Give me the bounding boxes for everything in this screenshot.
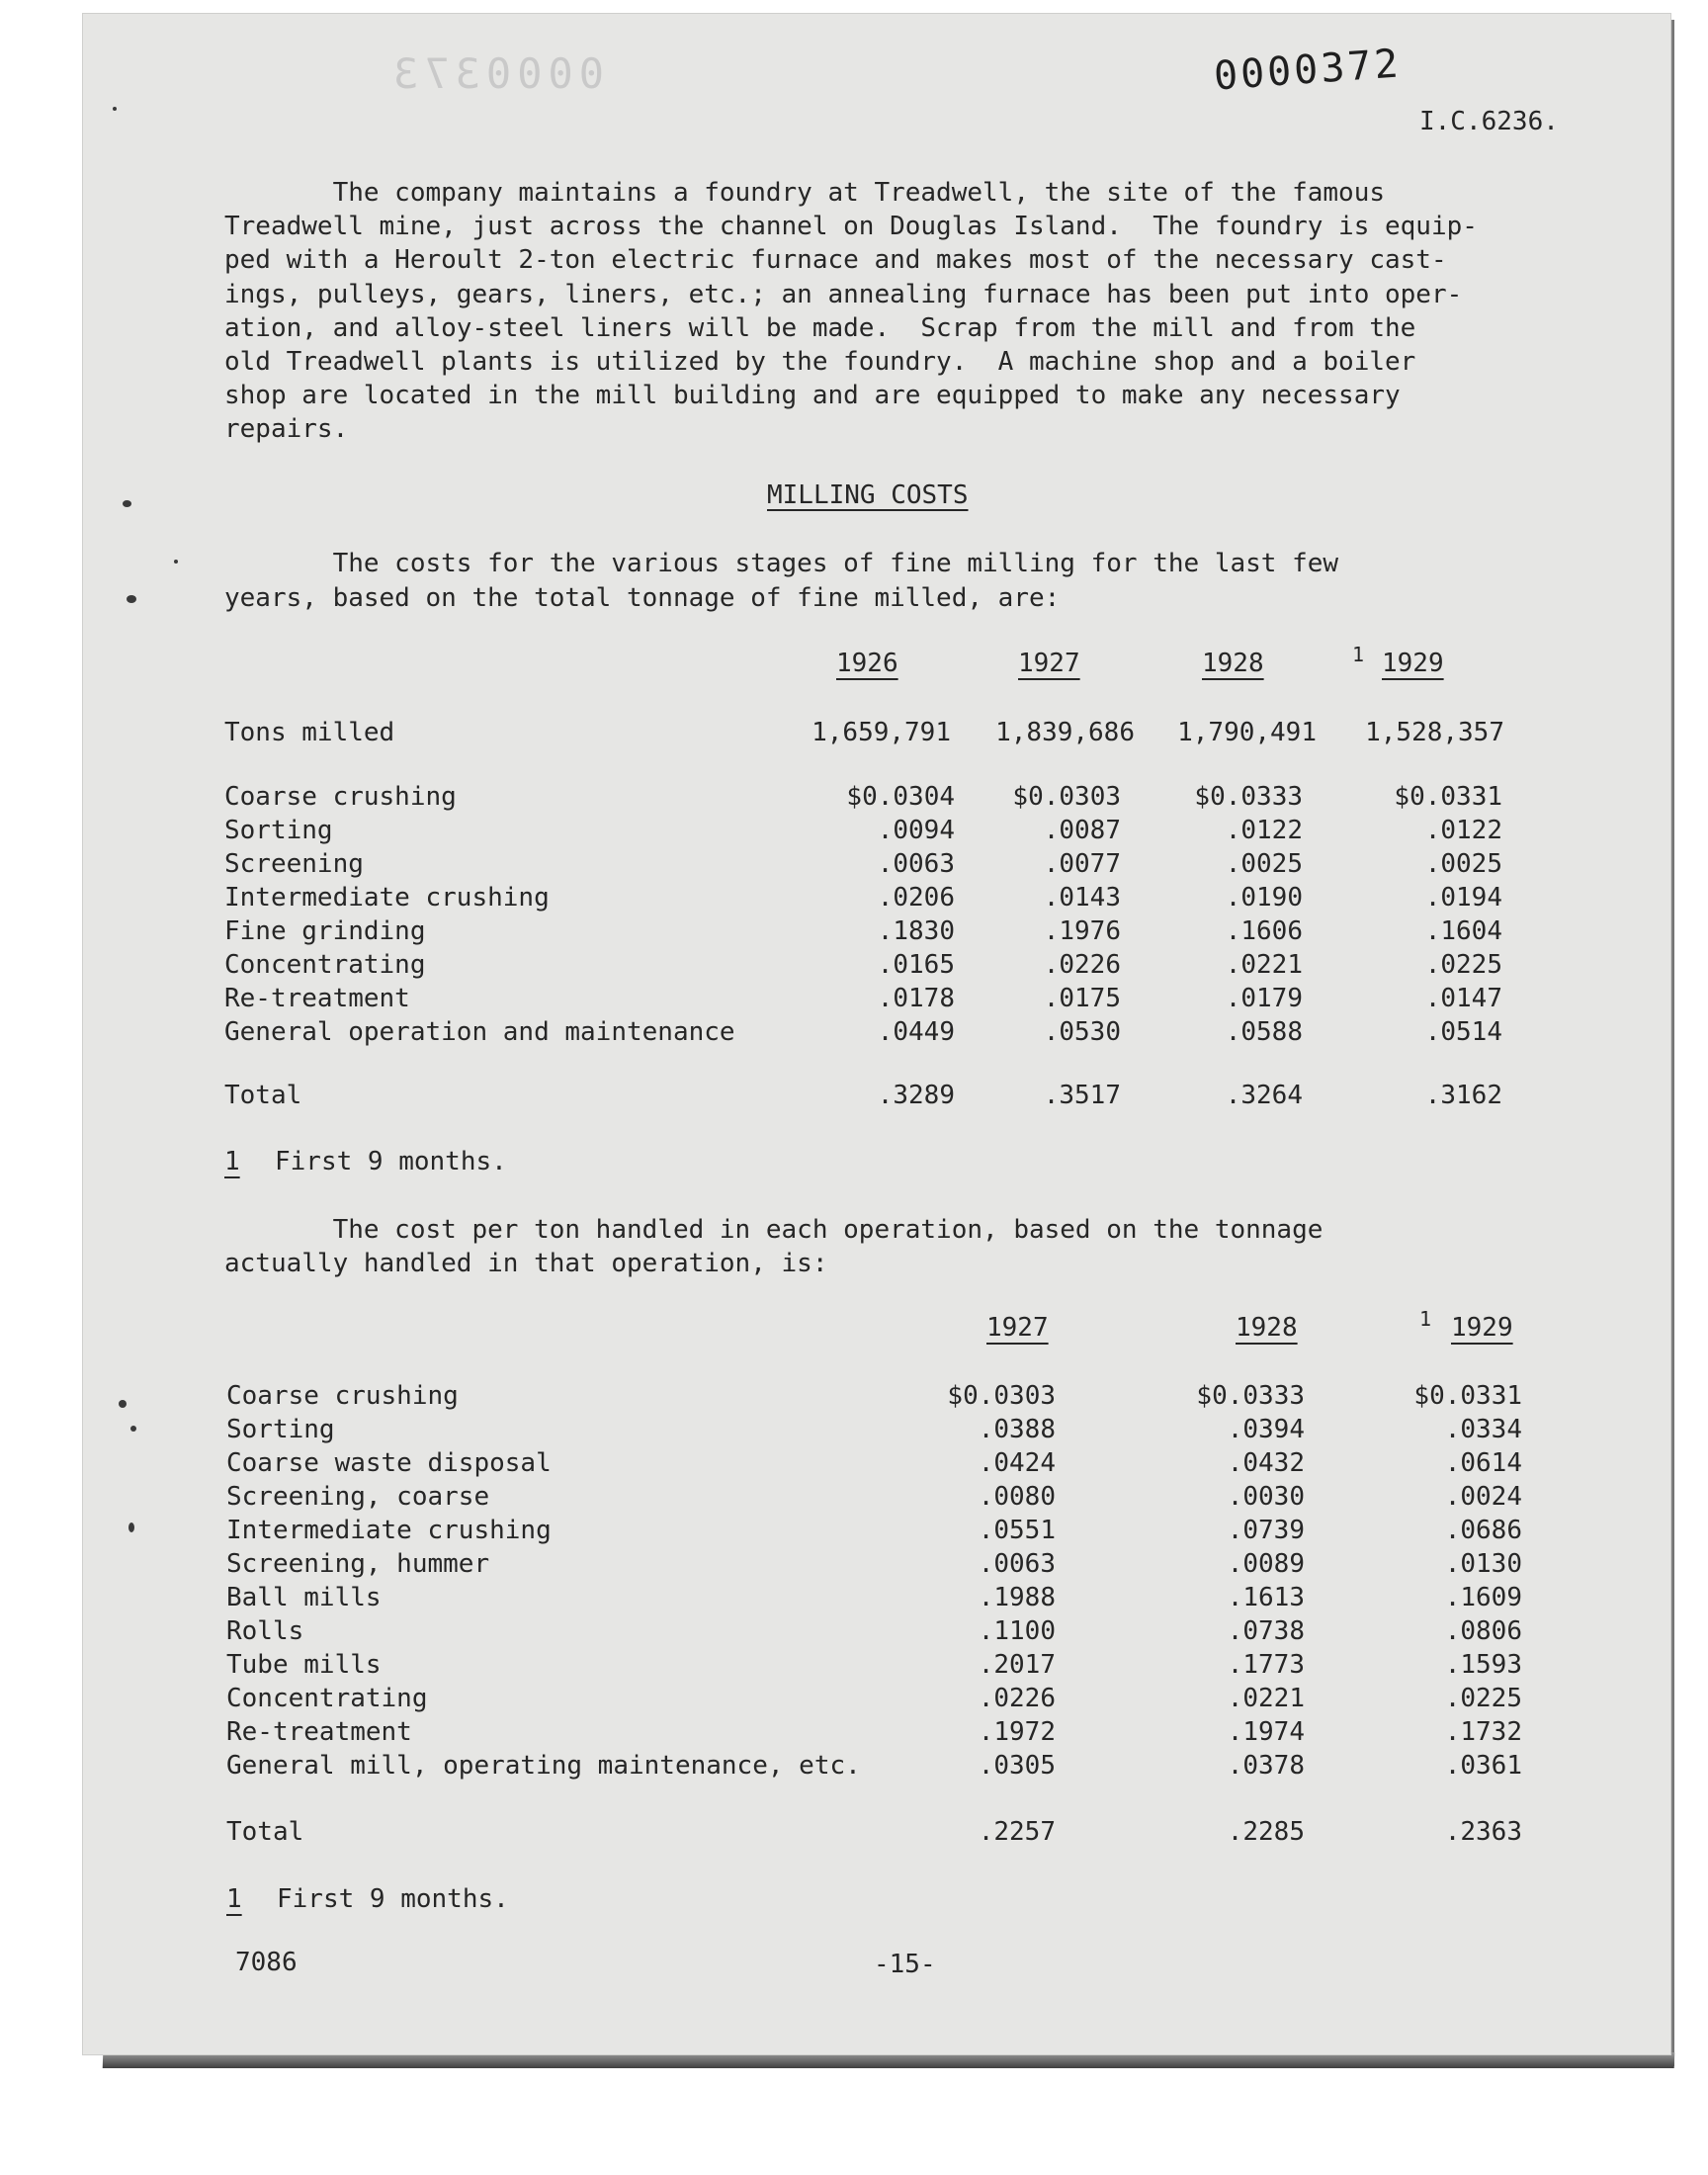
table2-cell: .0361 bbox=[1444, 1751, 1522, 1781]
paragraph-line: Treadwell mine, just across the channel on Douglas Island. The foundry is equip- bbox=[224, 212, 1478, 241]
table1-cell: .1830 bbox=[877, 916, 955, 946]
table1-cell: .0530 bbox=[1043, 1017, 1121, 1047]
table2-row-label: Ball mills bbox=[226, 1583, 382, 1612]
table1-cell: $0.0333 bbox=[1194, 782, 1303, 812]
table1-cell: $0.0304 bbox=[846, 782, 955, 812]
table2-cell: .0739 bbox=[1227, 1516, 1305, 1545]
table2-row-label: Sorting bbox=[226, 1415, 335, 1444]
tons-milled-label: Tons milled bbox=[224, 718, 395, 747]
page-bottom-shadow bbox=[103, 2052, 1675, 2068]
paragraph-line: old Treadwell plants is utilized by the foundry. A machine shop and a boiler bbox=[224, 347, 1416, 377]
scan-speck bbox=[119, 1400, 127, 1408]
table1-cell: .0178 bbox=[877, 984, 955, 1013]
table1-row-label: Fine grinding bbox=[224, 916, 426, 946]
table2-cell: $0.0303 bbox=[947, 1381, 1056, 1411]
table1-cell: .0449 bbox=[877, 1017, 955, 1047]
table2-cell: .1972 bbox=[978, 1717, 1056, 1747]
table1-row-label: Coarse crushing bbox=[224, 782, 457, 812]
table2-cell: $0.0331 bbox=[1413, 1381, 1522, 1411]
table2-cell: .1732 bbox=[1444, 1717, 1522, 1747]
table2-cell: .0394 bbox=[1227, 1415, 1305, 1444]
table1-cell: .0087 bbox=[1043, 816, 1121, 845]
table2-row-label: Coarse crushing bbox=[226, 1381, 459, 1411]
scan-speck bbox=[123, 500, 131, 507]
table1-cell: $0.0303 bbox=[1012, 782, 1121, 812]
table2-cell: .1609 bbox=[1444, 1583, 1522, 1612]
table1-cell: .0122 bbox=[1225, 816, 1303, 845]
table2-footnote-number: 1 bbox=[226, 1884, 242, 1914]
scan-speck bbox=[113, 107, 117, 111]
table1-row-label: Intermediate crushing bbox=[224, 883, 550, 913]
table2-cell: .0334 bbox=[1444, 1415, 1522, 1444]
table1-cell: .0063 bbox=[877, 849, 955, 879]
table2-cell: .1988 bbox=[978, 1583, 1056, 1612]
table1-cell: .1604 bbox=[1424, 916, 1502, 946]
table2-cell: .0024 bbox=[1444, 1482, 1522, 1512]
table2-cell: .0221 bbox=[1227, 1684, 1305, 1713]
table2-row-label: Tube mills bbox=[226, 1650, 382, 1680]
table1-total-cell: .3289 bbox=[877, 1081, 955, 1110]
table2-total-cell: .2363 bbox=[1444, 1817, 1522, 1847]
table1-col-1926: 1926 bbox=[836, 649, 898, 678]
table1-cell: .0147 bbox=[1424, 984, 1502, 1013]
paragraph-line: The company maintains a foundry at Treadwell, the site of the famous bbox=[224, 178, 1385, 208]
table2-row-label: Concentrating bbox=[226, 1684, 428, 1713]
table1-cell: .0514 bbox=[1424, 1017, 1502, 1047]
paragraph-line: ped with a Heroult 2-ton electric furnace and makes most of the necessary cast- bbox=[224, 245, 1447, 275]
table1-cell: .0025 bbox=[1424, 849, 1502, 879]
table2-cell: $0.0333 bbox=[1196, 1381, 1305, 1411]
table1-footnote-number: 1 bbox=[224, 1147, 240, 1176]
table2-row-label: Intermediate crushing bbox=[226, 1516, 552, 1545]
table2-cell: .0030 bbox=[1227, 1482, 1305, 1512]
table2-total-label: Total bbox=[226, 1817, 304, 1847]
table2-cell: .0551 bbox=[978, 1516, 1056, 1545]
table1-cell: .0094 bbox=[877, 816, 955, 845]
table1-col-1928: 1928 bbox=[1202, 649, 1264, 678]
tons-milled-cell: 1,659,791 bbox=[811, 718, 951, 747]
table2-cell: .0424 bbox=[978, 1448, 1056, 1478]
table2-cell: .0432 bbox=[1227, 1448, 1305, 1478]
table2-row-label: Re-treatment bbox=[226, 1717, 412, 1747]
table1-cell: .0226 bbox=[1043, 950, 1121, 980]
table2-cell: .0089 bbox=[1227, 1549, 1305, 1579]
table2-cell: .0226 bbox=[978, 1684, 1056, 1713]
scan-speck bbox=[174, 560, 178, 564]
table1-row-label: Re-treatment bbox=[224, 984, 410, 1013]
footer-code: 7086 bbox=[235, 1948, 298, 1977]
scan-speck bbox=[130, 1426, 136, 1432]
table2-cell: .0388 bbox=[978, 1415, 1056, 1444]
table2-cell: .0305 bbox=[978, 1751, 1056, 1781]
table2-cell: .2017 bbox=[978, 1650, 1056, 1680]
table2-cell: .0738 bbox=[1227, 1616, 1305, 1646]
tons-milled-cell: 1,790,491 bbox=[1177, 718, 1317, 747]
table2-cell: .1974 bbox=[1227, 1717, 1305, 1747]
table2-row-label: General mill, operating maintenance, etc. bbox=[226, 1751, 861, 1781]
table2-cell: .0614 bbox=[1444, 1448, 1522, 1478]
paragraph-line: shop are located in the mill building and are equipped to make any necessary bbox=[224, 381, 1401, 410]
table1-cell: .0122 bbox=[1424, 816, 1502, 845]
table1-cell: .0190 bbox=[1225, 883, 1303, 913]
table2-cell: .1613 bbox=[1227, 1583, 1305, 1612]
table2-cell: .0806 bbox=[1444, 1616, 1522, 1646]
stamp-number: 0000372 bbox=[1212, 41, 1403, 100]
table1-total-cell: .3264 bbox=[1225, 1081, 1303, 1110]
table1-row-label: General operation and maintenance bbox=[224, 1017, 735, 1047]
table1-cell: .0165 bbox=[877, 950, 955, 980]
table2-cell: .0080 bbox=[978, 1482, 1056, 1512]
tons-milled-cell: 1,528,357 bbox=[1365, 718, 1504, 747]
table2-footnote-text: First 9 months. bbox=[277, 1884, 509, 1914]
scan-speck bbox=[128, 1522, 134, 1532]
table1-row-label: Sorting bbox=[224, 816, 333, 845]
bleed-through-number: 0000373 bbox=[387, 49, 605, 98]
table1-cell: .0143 bbox=[1043, 883, 1121, 913]
table1-cell: .0221 bbox=[1225, 950, 1303, 980]
table1-cell: .1606 bbox=[1225, 916, 1303, 946]
paragraph-line: repairs. bbox=[224, 414, 349, 444]
table2-col-1927: 1927 bbox=[986, 1313, 1049, 1343]
table2-cell: .1773 bbox=[1227, 1650, 1305, 1680]
scan-speck bbox=[127, 595, 136, 603]
table2-col-1928: 1928 bbox=[1236, 1313, 1298, 1343]
table2-row-label: Screening, hummer bbox=[226, 1549, 490, 1579]
table2-row-label: Rolls bbox=[226, 1616, 304, 1646]
table1-cell: .0588 bbox=[1225, 1017, 1303, 1047]
table1-footnote-text: First 9 months. bbox=[275, 1147, 507, 1176]
table2-cell: .0225 bbox=[1444, 1684, 1522, 1713]
table2-cell: .0130 bbox=[1444, 1549, 1522, 1579]
table1-intro-line: years, based on the total tonnage of fine milled, are: bbox=[224, 583, 1061, 613]
table2-total-cell: .2257 bbox=[978, 1817, 1056, 1847]
table1-cell: $0.0331 bbox=[1394, 782, 1502, 812]
table2-intro-line: The cost per ton handled in each operation, based on the tonnage bbox=[224, 1215, 1324, 1245]
table2-cell: .0686 bbox=[1444, 1516, 1522, 1545]
table2-cell: .0063 bbox=[978, 1549, 1056, 1579]
table1-cell: .0175 bbox=[1043, 984, 1121, 1013]
table2-row-label: Coarse waste disposal bbox=[226, 1448, 552, 1478]
table2-total-cell: .2285 bbox=[1227, 1817, 1305, 1847]
table1-row-label: Screening bbox=[224, 849, 364, 879]
table1-col-1927: 1927 bbox=[1018, 649, 1080, 678]
table2-footnote-mark: 1 bbox=[1419, 1307, 1432, 1331]
table2-cell: .1100 bbox=[978, 1616, 1056, 1646]
table1-cell: .0225 bbox=[1424, 950, 1502, 980]
table1-footnote-mark: 1 bbox=[1352, 643, 1365, 666]
paragraph-line: ation, and alloy-steel liners will be made. Scrap from the mill and from the bbox=[224, 313, 1416, 343]
table2-cell: .0378 bbox=[1227, 1751, 1305, 1781]
table1-col-1929: 1929 bbox=[1382, 649, 1444, 678]
table2-cell: .1593 bbox=[1444, 1650, 1522, 1680]
table1-cell: .0025 bbox=[1225, 849, 1303, 879]
table2-intro-line: actually handled in that operation, is: bbox=[224, 1249, 828, 1278]
document-id: I.C.6236. bbox=[1419, 107, 1559, 136]
table1-cell: .0179 bbox=[1225, 984, 1303, 1013]
table1-cell: .0194 bbox=[1424, 883, 1502, 913]
tons-milled-cell: 1,839,686 bbox=[995, 718, 1135, 747]
table1-intro-line: The costs for the various stages of fine milling for the last few bbox=[224, 549, 1339, 578]
paragraph-line: ings, pulleys, gears, liners, etc.; an annealing furnace has been put into oper- bbox=[224, 280, 1463, 309]
table2-col-1929: 1929 bbox=[1451, 1313, 1513, 1343]
table1-row-label: Concentrating bbox=[224, 950, 426, 980]
table1-cell: .0077 bbox=[1043, 849, 1121, 879]
table1-total-cell: .3517 bbox=[1043, 1081, 1121, 1110]
table1-total-cell: .3162 bbox=[1424, 1081, 1502, 1110]
page-number: -15- bbox=[874, 1950, 936, 1979]
table1-cell: .1976 bbox=[1043, 916, 1121, 946]
table1-cell: .0206 bbox=[877, 883, 955, 913]
table1-total-label: Total bbox=[224, 1081, 302, 1110]
section-heading: MILLING COSTS bbox=[767, 480, 969, 510]
table2-row-label: Screening, coarse bbox=[226, 1482, 490, 1512]
